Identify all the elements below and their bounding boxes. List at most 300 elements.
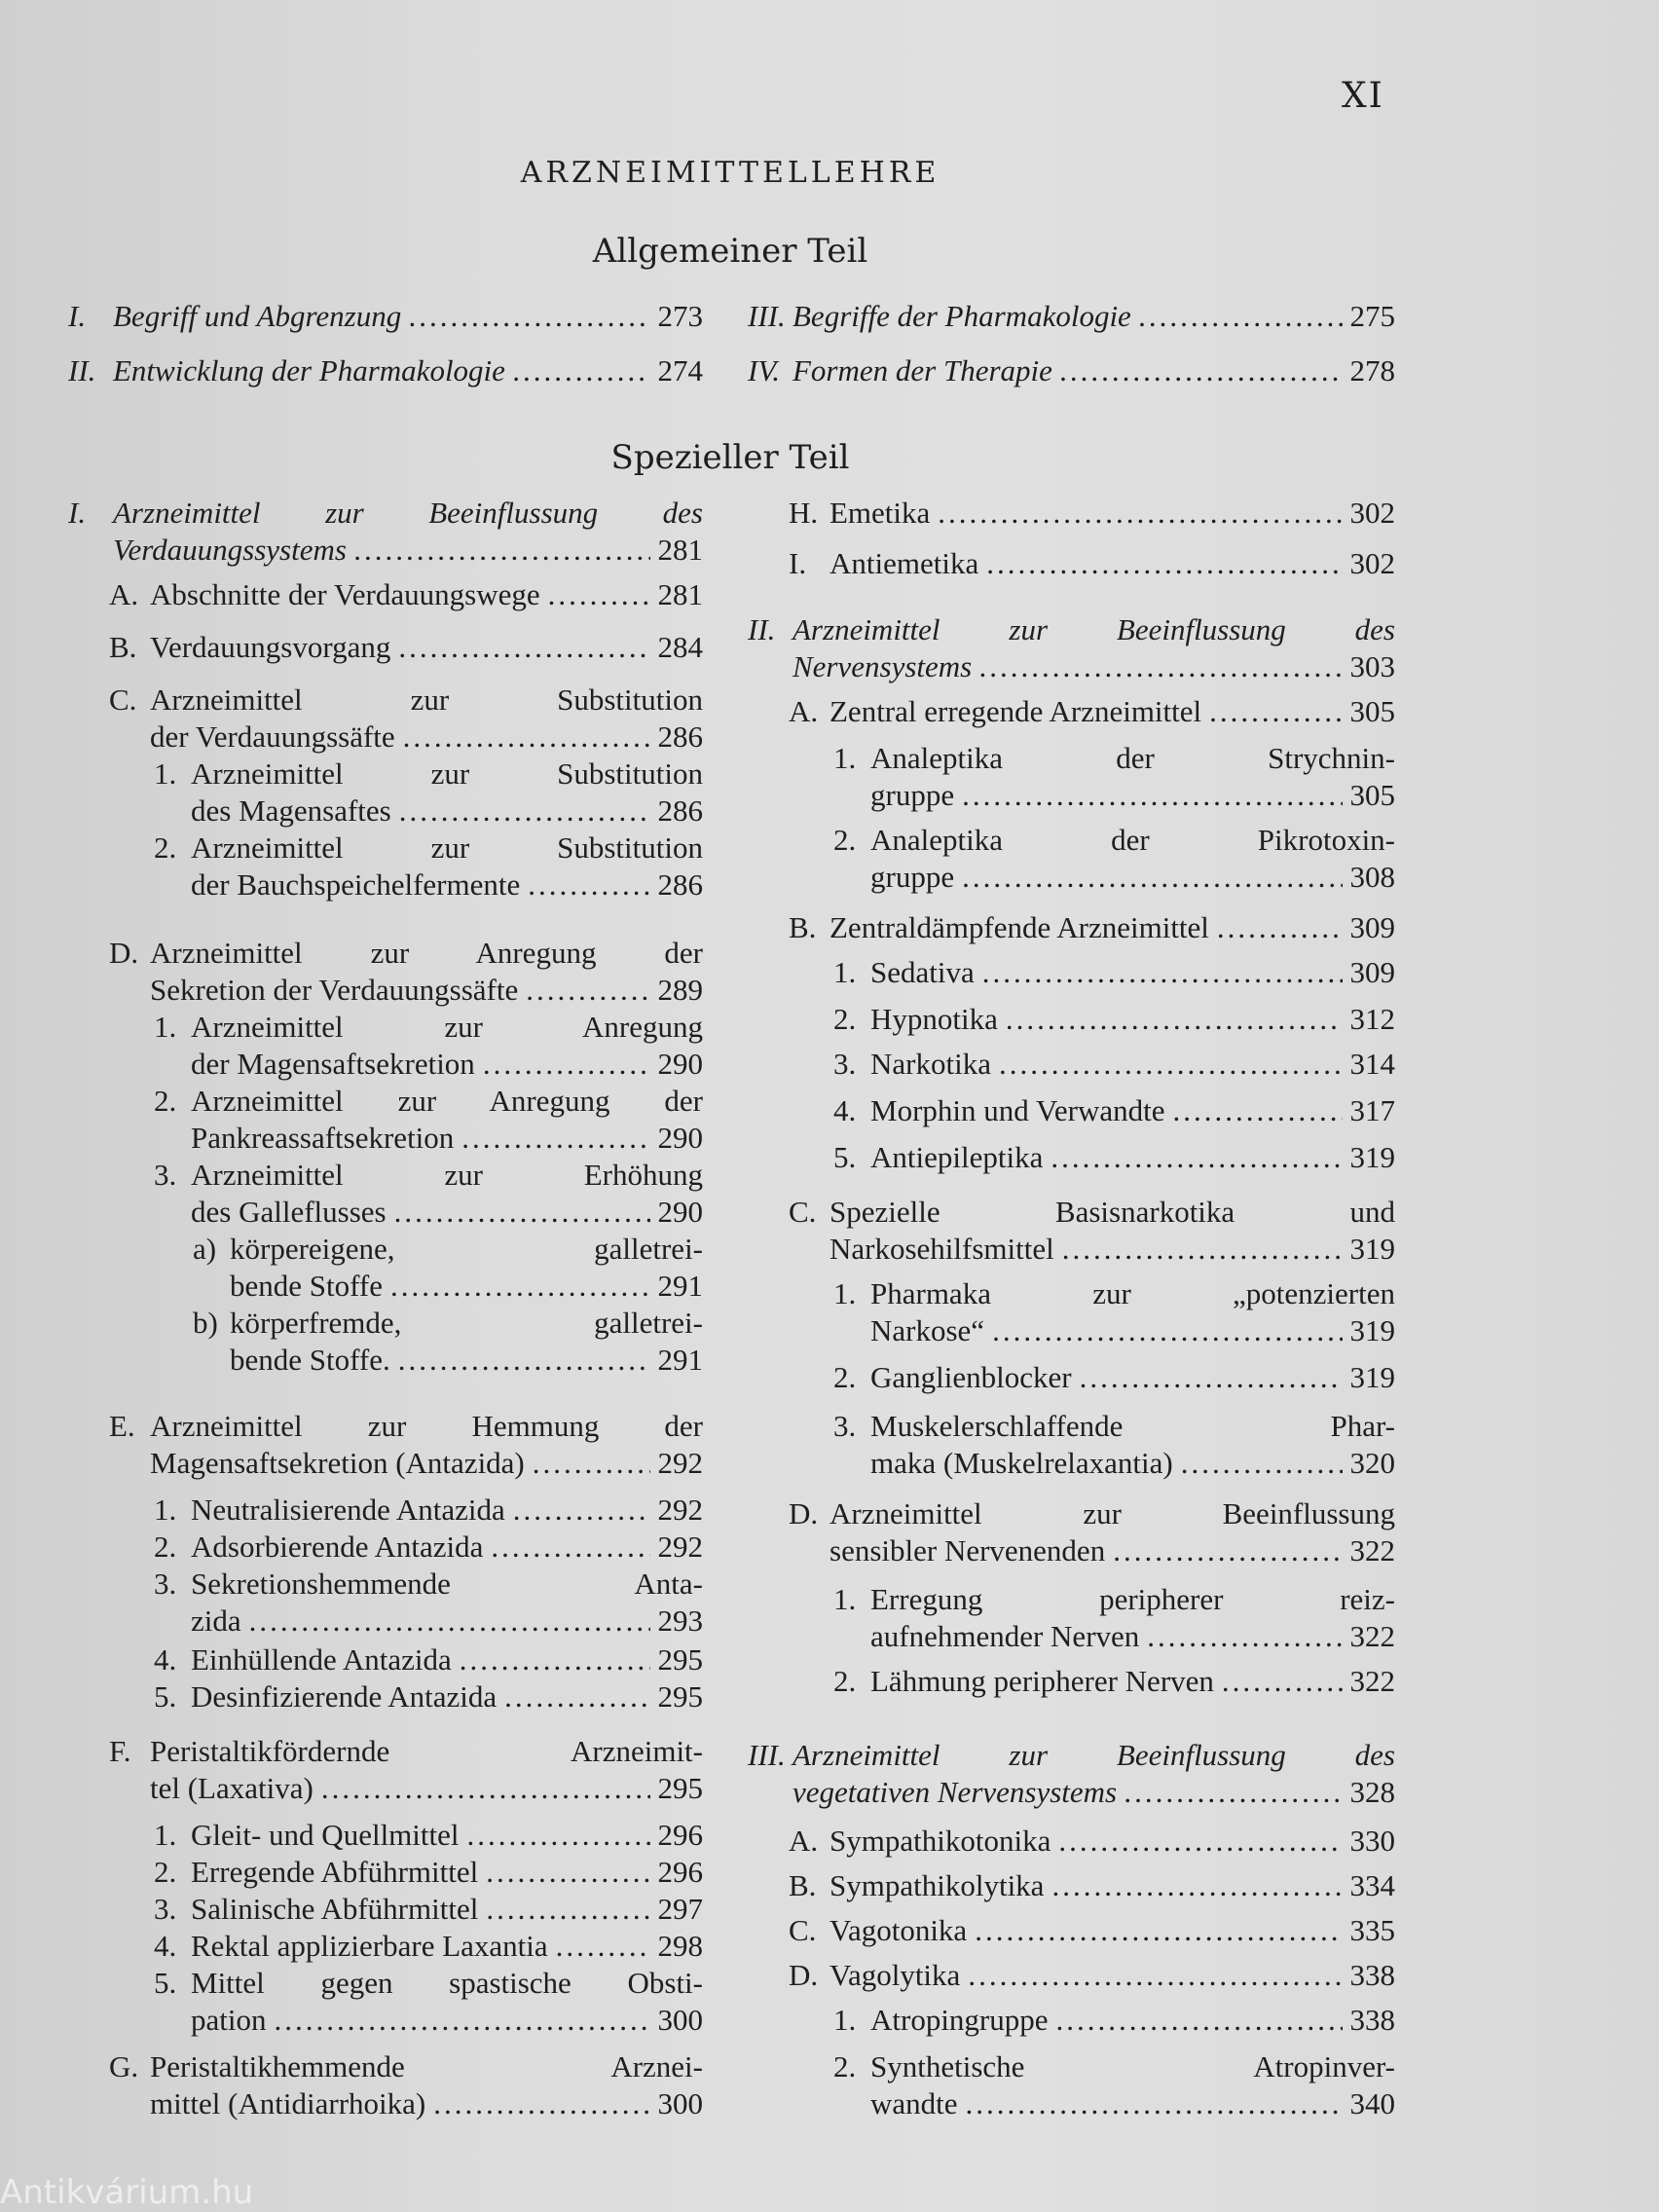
toc-leader-dots bbox=[513, 352, 650, 389]
toc-leader-dots bbox=[968, 1957, 1342, 1994]
toc-entry-title: maka (Muskelrelaxantia) bbox=[870, 1446, 1173, 1480]
toc-entry-title: Morphin und Verwandte bbox=[870, 1093, 1165, 1127]
toc-page-number: 291 bbox=[657, 1343, 703, 1377]
toc-entry bbox=[833, 1046, 1395, 1083]
toc-leader-dots bbox=[1217, 909, 1343, 946]
toc-leader-dots bbox=[962, 859, 1342, 896]
toc-entry-title: Hypnotika bbox=[870, 1002, 998, 1036]
toc-entry-title: Neutralisierende Antazida bbox=[191, 1493, 505, 1527]
toc-entry-title: Antiemetika bbox=[830, 546, 979, 580]
toc-entry-title: des Magensaftes bbox=[191, 793, 391, 828]
toc-page-number: 289 bbox=[657, 973, 703, 1007]
toc-entry bbox=[154, 1529, 703, 1566]
toc-entry-title: Magensaftsekretion (Antazida) bbox=[150, 1446, 525, 1480]
toc-page-number: 281 bbox=[657, 533, 703, 567]
toc-entry-title: der Magensaftsekretion bbox=[191, 1047, 475, 1081]
toc-entry bbox=[789, 693, 1395, 730]
toc-entry bbox=[154, 1641, 703, 1678]
toc-entry-title: pation bbox=[191, 2003, 267, 2037]
toc-page-number: 273 bbox=[657, 299, 703, 333]
toc-page-number: 322 bbox=[1349, 1619, 1395, 1653]
toc-entry bbox=[789, 1957, 1395, 1994]
toc-entry-title: Lähmung peripherer Nerven bbox=[870, 1664, 1214, 1698]
toc-entry-marker: H. bbox=[789, 496, 819, 530]
toc-entry-title: tel (Laxativa) bbox=[150, 1771, 313, 1805]
toc-entry-title: Sympathikolytika bbox=[830, 1868, 1045, 1902]
toc-leader-dots bbox=[533, 1445, 650, 1482]
toc-page-number: 305 bbox=[1349, 778, 1395, 812]
toc-leader-dots bbox=[483, 1046, 650, 1083]
toc-entry-line: Arzneimittel zur Beeinflussung des bbox=[793, 1738, 1395, 1772]
toc-entry-title: Vagolytika bbox=[830, 1958, 961, 1992]
toc-entry-marker: 4. bbox=[154, 1642, 177, 1677]
toc-leader-dots bbox=[403, 719, 650, 756]
toc-page-number: 300 bbox=[657, 2086, 703, 2120]
toc-leader-dots bbox=[504, 1678, 649, 1715]
toc-page-number: 296 bbox=[657, 1855, 703, 1889]
toc-leader-dots bbox=[275, 2002, 650, 2039]
toc-entry-title: Entwicklung der Pharmakologie bbox=[113, 353, 505, 387]
toc-entry bbox=[833, 1663, 1395, 1700]
toc-entry-title: Narkose“ bbox=[870, 1313, 985, 1347]
toc-entry bbox=[109, 2048, 703, 2122]
toc-entry-marker: F. bbox=[109, 1734, 131, 1768]
toc-entry bbox=[789, 1495, 1395, 1569]
toc-entry-marker: B. bbox=[789, 910, 817, 944]
toc-entry-title: Zentraldämpfende Arzneimittel bbox=[830, 910, 1209, 944]
toc-entry bbox=[109, 1408, 703, 1482]
toc-entry-title: wandte bbox=[870, 2086, 958, 2120]
toc-entry-title: Begriffe der Pharmakologie bbox=[793, 299, 1131, 333]
toc-entry-line: Pharmaka zur „potenzierten bbox=[870, 1276, 1395, 1310]
toc-entry-title: Vagotonika bbox=[830, 1913, 968, 1947]
page-number: XI bbox=[1342, 76, 1384, 116]
section-heading-spezieller: Spezieller Teil bbox=[610, 438, 850, 477]
toc-entry-marker: 4. bbox=[154, 1929, 177, 1963]
toc-leader-dots bbox=[354, 532, 650, 569]
toc-entry bbox=[748, 298, 1395, 335]
toc-leader-dots bbox=[1051, 1139, 1342, 1176]
toc-entry-marker: 3. bbox=[154, 1567, 177, 1601]
toc-page-number: 293 bbox=[657, 1604, 703, 1638]
toc-entry bbox=[833, 1408, 1395, 1482]
toc-entry-title: Verdauungssystems bbox=[113, 533, 347, 567]
toc-leader-dots bbox=[467, 1817, 650, 1854]
toc-entry-marker: III. bbox=[748, 1738, 786, 1772]
toc-entry-line: Arzneimittel zur Erhöhung bbox=[191, 1158, 703, 1192]
toc-leader-dots bbox=[986, 545, 1342, 582]
toc-entry-marker: b) bbox=[193, 1306, 218, 1340]
toc-page-number: 292 bbox=[657, 1446, 703, 1480]
toc-entry-line: Synthetische Atropinver- bbox=[870, 2049, 1395, 2083]
toc-leader-dots bbox=[528, 866, 649, 903]
toc-page-number: 275 bbox=[1349, 299, 1395, 333]
page-title: ARZNEIMITTELLEHRE bbox=[520, 156, 940, 190]
toc-entry bbox=[789, 495, 1395, 532]
toc-entry bbox=[109, 576, 703, 613]
toc-leader-dots bbox=[321, 1770, 650, 1807]
toc-leader-dots bbox=[1139, 298, 1343, 335]
toc-entry bbox=[154, 1854, 703, 1891]
toc-entry bbox=[154, 1928, 703, 1965]
toc-page-number: 295 bbox=[657, 1642, 703, 1677]
toc-leader-dots bbox=[975, 1912, 1342, 1949]
toc-entry-marker: D. bbox=[109, 936, 139, 970]
toc-entry-title: Sympathikotonika bbox=[830, 1824, 1051, 1858]
toc-leader-dots bbox=[390, 1268, 650, 1305]
toc-entry bbox=[154, 1492, 703, 1529]
toc-page-number: 322 bbox=[1349, 1533, 1395, 1567]
toc-entry-line: Erregung peripherer reiz- bbox=[870, 1582, 1395, 1616]
toc-entry bbox=[833, 2048, 1395, 2122]
toc-page-number: 298 bbox=[657, 1929, 703, 1963]
toc-entry bbox=[789, 909, 1395, 946]
toc-leader-dots bbox=[1006, 1001, 1343, 1038]
toc-leader-dots bbox=[1060, 352, 1343, 389]
toc-entry-title: Verdauungsvorgang bbox=[150, 630, 391, 664]
toc-entry-title: sensibler Nervenenden bbox=[830, 1533, 1106, 1567]
toc-entry-marker: 2. bbox=[154, 1084, 177, 1118]
toc-entry-marker: 1. bbox=[154, 1818, 177, 1852]
toc-entry bbox=[109, 935, 703, 1009]
toc-entry-line: Analeptika der Strychnin- bbox=[870, 741, 1395, 775]
toc-page-number: 338 bbox=[1349, 2003, 1395, 2037]
toc-leader-dots bbox=[1051, 1867, 1342, 1904]
toc-entry-marker: 2. bbox=[154, 1530, 177, 1564]
toc-entry-line: Arzneimittel zur Substitution bbox=[191, 756, 703, 791]
toc-leader-dots bbox=[992, 1312, 1342, 1349]
toc-page-number: 292 bbox=[657, 1530, 703, 1564]
toc-entry bbox=[789, 1912, 1395, 1949]
toc-page-number: 314 bbox=[1349, 1047, 1395, 1081]
toc-entry bbox=[833, 1139, 1395, 1176]
toc-entry-title: Antiepileptika bbox=[870, 1140, 1044, 1174]
toc-leader-dots bbox=[548, 576, 650, 613]
toc-entry-marker: 5. bbox=[833, 1140, 857, 1174]
toc-entry bbox=[154, 756, 703, 830]
toc-entry bbox=[154, 1566, 703, 1640]
toc-page-number: 274 bbox=[657, 353, 703, 387]
toc-leader-dots bbox=[999, 1046, 1343, 1083]
toc-page-number: 286 bbox=[657, 867, 703, 902]
toc-page-number: 320 bbox=[1349, 1446, 1395, 1480]
toc-entry bbox=[833, 1581, 1395, 1655]
toc-entry-title: gruppe bbox=[870, 778, 955, 812]
toc-page-number: 286 bbox=[657, 719, 703, 754]
toc-entry bbox=[68, 352, 703, 389]
toc-entry-marker: 4. bbox=[833, 1093, 857, 1127]
toc-entry-marker: 3. bbox=[154, 1892, 177, 1926]
toc-entry-marker: 2. bbox=[154, 830, 177, 865]
toc-page-number: 305 bbox=[1349, 694, 1395, 728]
toc-entry-line: Analeptika der Pikrotoxin- bbox=[870, 823, 1395, 857]
toc-page-number: 338 bbox=[1349, 1958, 1395, 1992]
toc-entry bbox=[193, 1231, 703, 1305]
toc-entry-title: zida bbox=[191, 1604, 241, 1638]
toc-entry-marker: 1. bbox=[833, 955, 857, 989]
toc-entry-line: Arzneimittel zur Beeinflussung bbox=[830, 1496, 1395, 1530]
toc-leader-dots bbox=[398, 1342, 650, 1379]
toc-entry bbox=[154, 1891, 703, 1928]
toc-page-number: 328 bbox=[1349, 1775, 1395, 1809]
toc-entry-line: Arzneimittel zur Substitution bbox=[150, 682, 703, 717]
toc-entry-marker: C. bbox=[109, 682, 137, 717]
toc-entry-marker: D. bbox=[789, 1958, 819, 1992]
toc-entry bbox=[109, 629, 703, 666]
toc-page-number: 317 bbox=[1349, 1093, 1395, 1127]
toc-entry-marker: II. bbox=[68, 353, 96, 387]
toc-entry bbox=[154, 1965, 703, 2039]
toc-leader-dots bbox=[398, 629, 649, 666]
toc-leader-dots bbox=[1124, 1774, 1342, 1811]
toc-entry bbox=[68, 298, 703, 335]
toc-leader-dots bbox=[1056, 2002, 1343, 2039]
toc-entry bbox=[789, 1194, 1395, 1268]
toc-entry bbox=[833, 954, 1395, 991]
toc-entry-line: Arzneimittel zur Beeinflussung des bbox=[113, 496, 703, 530]
toc-entry bbox=[154, 830, 703, 903]
toc-page-number: 303 bbox=[1349, 649, 1395, 683]
toc-leader-dots bbox=[513, 1492, 650, 1529]
toc-entry-title: aufnehmender Nerven bbox=[870, 1619, 1140, 1653]
toc-leader-dots bbox=[1147, 1618, 1342, 1655]
toc-entry-title: Einhüllende Antazida bbox=[191, 1642, 452, 1677]
toc-page-number: 340 bbox=[1349, 2086, 1395, 2120]
toc-entry bbox=[789, 1823, 1395, 1860]
toc-entry-title: mittel (Antidiarrhoika) bbox=[150, 2086, 426, 2120]
toc-entry-title: Erregende Abführmittel bbox=[191, 1855, 479, 1889]
toc-page-number: 302 bbox=[1349, 546, 1395, 580]
toc-entry-marker: 3. bbox=[833, 1409, 857, 1443]
toc-entry-line: Peristaltikfördernde Arzneimit- bbox=[150, 1734, 703, 1768]
toc-entry-marker: 1. bbox=[833, 1276, 857, 1310]
toc-entry-title: Gleit- und Quellmittel bbox=[191, 1818, 460, 1852]
toc-leader-dots bbox=[962, 777, 1342, 814]
toc-leader-dots bbox=[1113, 1532, 1342, 1569]
toc-page-number: 286 bbox=[657, 793, 703, 828]
toc-entry-line: körperfremde, galletrei- bbox=[230, 1306, 703, 1340]
toc-page-number: 330 bbox=[1349, 1824, 1395, 1858]
toc-entry-marker: I. bbox=[789, 546, 807, 580]
toc-leader-dots bbox=[409, 298, 649, 335]
toc-entry-marker: 2. bbox=[833, 1002, 857, 1036]
toc-page-number: 312 bbox=[1349, 1002, 1395, 1036]
toc-entry-marker: 2. bbox=[833, 1360, 857, 1394]
toc-entry-marker: B. bbox=[789, 1868, 817, 1902]
toc-entry-marker: 2. bbox=[154, 1855, 177, 1889]
toc-page-number: 319 bbox=[1349, 1232, 1395, 1266]
toc-entry-marker: 5. bbox=[154, 1966, 177, 2000]
toc-entry-marker: 1. bbox=[154, 756, 177, 791]
toc-leader-dots bbox=[1080, 1359, 1343, 1396]
toc-entry bbox=[154, 1817, 703, 1854]
toc-page-number: 319 bbox=[1349, 1360, 1395, 1394]
toc-entry-marker: I. bbox=[68, 299, 87, 333]
toc-entry-title: Narkotika bbox=[870, 1047, 991, 1081]
toc-entry bbox=[109, 1733, 703, 1807]
toc-page-number: 290 bbox=[657, 1121, 703, 1155]
toc-entry bbox=[193, 1305, 703, 1379]
toc-leader-dots bbox=[491, 1529, 649, 1566]
toc-page-number: 291 bbox=[657, 1269, 703, 1303]
toc-entry-marker: I. bbox=[68, 496, 87, 530]
toc-entry bbox=[833, 1092, 1395, 1129]
toc-entry-line: Arzneimittel zur Anregung der bbox=[150, 936, 703, 970]
toc-entry-marker: II. bbox=[748, 612, 776, 646]
toc-entry bbox=[833, 740, 1395, 814]
toc-page-number: 319 bbox=[1349, 1313, 1395, 1347]
toc-entry bbox=[833, 2002, 1395, 2039]
toc-entry-marker: A. bbox=[789, 1824, 819, 1858]
toc-page-number: 309 bbox=[1349, 955, 1395, 989]
toc-entry-title: der Verdauungssäfte bbox=[150, 719, 395, 754]
toc-leader-dots bbox=[979, 648, 1342, 685]
toc-entry-marker: B. bbox=[109, 630, 137, 664]
toc-page-number: 300 bbox=[657, 2003, 703, 2037]
toc-entry-marker: 5. bbox=[154, 1679, 177, 1714]
toc-page-number: 309 bbox=[1349, 910, 1395, 944]
toc-page-number: 290 bbox=[657, 1195, 703, 1229]
toc-leader-dots bbox=[982, 954, 1343, 991]
toc-entry-marker: III. bbox=[748, 299, 786, 333]
toc-entry-title: Adsorbierende Antazida bbox=[191, 1530, 484, 1564]
toc-page-number: 297 bbox=[657, 1892, 703, 1926]
toc-entry-marker: 1. bbox=[833, 741, 857, 775]
toc-entry bbox=[748, 611, 1395, 685]
toc-entry-title: Sekretion der Verdauungssäfte bbox=[150, 973, 519, 1007]
toc-entry-marker: A. bbox=[109, 577, 139, 611]
toc-entry-marker: E. bbox=[109, 1409, 135, 1443]
toc-page-number: 302 bbox=[1349, 496, 1395, 530]
toc-entry-line: Arzneimittel zur Beeinflussung des bbox=[793, 612, 1395, 646]
toc-entry-marker: 2. bbox=[833, 823, 857, 857]
toc-entry-title: Narkosehilfsmittel bbox=[830, 1232, 1054, 1266]
toc-leader-dots bbox=[1173, 1092, 1343, 1129]
toc-entry bbox=[154, 1157, 703, 1231]
toc-entry-line: körpereigene, galletrei- bbox=[230, 1232, 703, 1266]
toc-entry bbox=[748, 1737, 1395, 1811]
toc-entry-marker: 1. bbox=[154, 1493, 177, 1527]
toc-entry bbox=[833, 1359, 1395, 1396]
toc-entry bbox=[833, 1001, 1395, 1038]
toc-leader-dots bbox=[249, 1603, 650, 1640]
toc-leader-dots bbox=[1222, 1663, 1343, 1700]
toc-entry-marker: C. bbox=[789, 1913, 817, 1947]
toc-entry-line: Arzneimittel zur Anregung der bbox=[191, 1084, 703, 1118]
toc-entry-title: gruppe bbox=[870, 860, 955, 894]
toc-page-number: 290 bbox=[657, 1047, 703, 1081]
toc-leader-dots bbox=[556, 1928, 650, 1965]
toc-entry bbox=[748, 352, 1395, 389]
toc-entry bbox=[789, 545, 1395, 582]
toc-entry bbox=[154, 1009, 703, 1083]
toc-page-number: 278 bbox=[1349, 353, 1395, 387]
toc-page-number: 308 bbox=[1349, 860, 1395, 894]
toc-entry-line: Spezielle Basisnarkotika und bbox=[830, 1195, 1395, 1229]
toc-entry bbox=[109, 682, 703, 756]
toc-entry-title: des Galleflusses bbox=[191, 1195, 387, 1229]
toc-entry bbox=[833, 822, 1395, 896]
toc-entry-title: Atropingruppe bbox=[870, 2003, 1049, 2037]
toc-leader-dots bbox=[486, 1891, 649, 1928]
toc-leader-dots bbox=[966, 2085, 1343, 2122]
watermark-logo: Antikvárium.hu bbox=[0, 2173, 254, 2212]
toc-entry-marker: 1. bbox=[154, 1010, 177, 1044]
toc-entry-marker: 2. bbox=[833, 1664, 857, 1698]
toc-leader-dots bbox=[1181, 1445, 1343, 1482]
toc-entry-title: Desinfizierende Antazida bbox=[191, 1679, 498, 1714]
toc-entry-title: bende Stoffe bbox=[230, 1269, 383, 1303]
toc-entry-line: Arzneimittel zur Hemmung der bbox=[150, 1409, 703, 1443]
toc-entry-line: Mittel gegen spastische Obsti- bbox=[191, 1966, 703, 2000]
toc-entry-marker: 1. bbox=[833, 2003, 857, 2037]
toc-entry bbox=[789, 1867, 1395, 1904]
toc-leader-dots bbox=[399, 793, 650, 830]
toc-entry-marker: 3. bbox=[833, 1047, 857, 1081]
toc-page-number: 295 bbox=[657, 1679, 703, 1714]
toc-leader-dots bbox=[461, 1120, 649, 1157]
toc-page-number: 284 bbox=[657, 630, 703, 664]
toc-leader-dots bbox=[486, 1854, 649, 1891]
toc-entry-line: Arzneimittel zur Substitution bbox=[191, 830, 703, 865]
toc-entry bbox=[154, 1083, 703, 1157]
toc-entry-title: Rektal applizierbare Laxantia bbox=[191, 1929, 548, 1963]
toc-entry-marker: IV. bbox=[748, 353, 781, 387]
toc-leader-dots bbox=[394, 1194, 650, 1231]
toc-entry-title: Ganglienblocker bbox=[870, 1360, 1072, 1394]
toc-page-number: 292 bbox=[657, 1493, 703, 1527]
toc-entry-marker: C. bbox=[789, 1195, 817, 1229]
toc-entry bbox=[154, 1678, 703, 1715]
toc-entry-marker: a) bbox=[193, 1232, 217, 1266]
section-heading-allgemeiner: Allgemeiner Teil bbox=[592, 232, 868, 271]
toc-entry-title: Abschnitte der Verdauungswege bbox=[150, 577, 540, 611]
toc-entry-title: Pankreassaftsekretion bbox=[191, 1121, 455, 1155]
toc-entry-marker: 1. bbox=[833, 1582, 857, 1616]
toc-entry-marker: 3. bbox=[154, 1158, 177, 1192]
toc-leader-dots bbox=[1209, 693, 1342, 730]
toc-entry bbox=[833, 1275, 1395, 1349]
toc-entry-title: Begriff und Abgrenzung bbox=[113, 299, 402, 333]
toc-page-number: 335 bbox=[1349, 1913, 1395, 1947]
toc-leader-dots bbox=[938, 495, 1342, 532]
toc-entry-line: Peristaltikhemmende Arznei- bbox=[150, 2049, 703, 2083]
toc-page-number: 319 bbox=[1349, 1140, 1395, 1174]
toc-page-number: 296 bbox=[657, 1818, 703, 1852]
toc-entry-line: Muskelerschlaffende Phar- bbox=[870, 1409, 1395, 1443]
toc-entry-title: Nervensystems bbox=[793, 649, 973, 683]
toc-entry-marker: D. bbox=[789, 1496, 819, 1530]
toc-page-number: 281 bbox=[657, 577, 703, 611]
toc-page-number: 295 bbox=[657, 1771, 703, 1805]
toc-leader-dots bbox=[433, 2085, 649, 2122]
toc-leader-dots bbox=[460, 1641, 650, 1678]
toc-entry bbox=[68, 495, 703, 569]
toc-entry-title: Formen der Therapie bbox=[793, 353, 1052, 387]
toc-entry-marker: 2. bbox=[833, 2049, 857, 2083]
toc-entry-title: Emetika bbox=[830, 496, 931, 530]
toc-entry-line: Sekretionshemmende Anta- bbox=[191, 1567, 703, 1601]
toc-entry-title: vegetativen Nervensystems bbox=[793, 1775, 1118, 1809]
toc-entry-line: Arzneimittel zur Anregung bbox=[191, 1010, 703, 1044]
toc-entry-title: bende Stoffe. bbox=[230, 1343, 390, 1377]
toc-leader-dots bbox=[1058, 1823, 1342, 1860]
toc-leader-dots bbox=[1062, 1231, 1343, 1268]
toc-leader-dots bbox=[526, 972, 649, 1009]
toc-page-number: 322 bbox=[1349, 1664, 1395, 1698]
toc-entry-title: der Bauchspeichelfermente bbox=[191, 867, 521, 902]
toc-page-number: 334 bbox=[1349, 1868, 1395, 1902]
